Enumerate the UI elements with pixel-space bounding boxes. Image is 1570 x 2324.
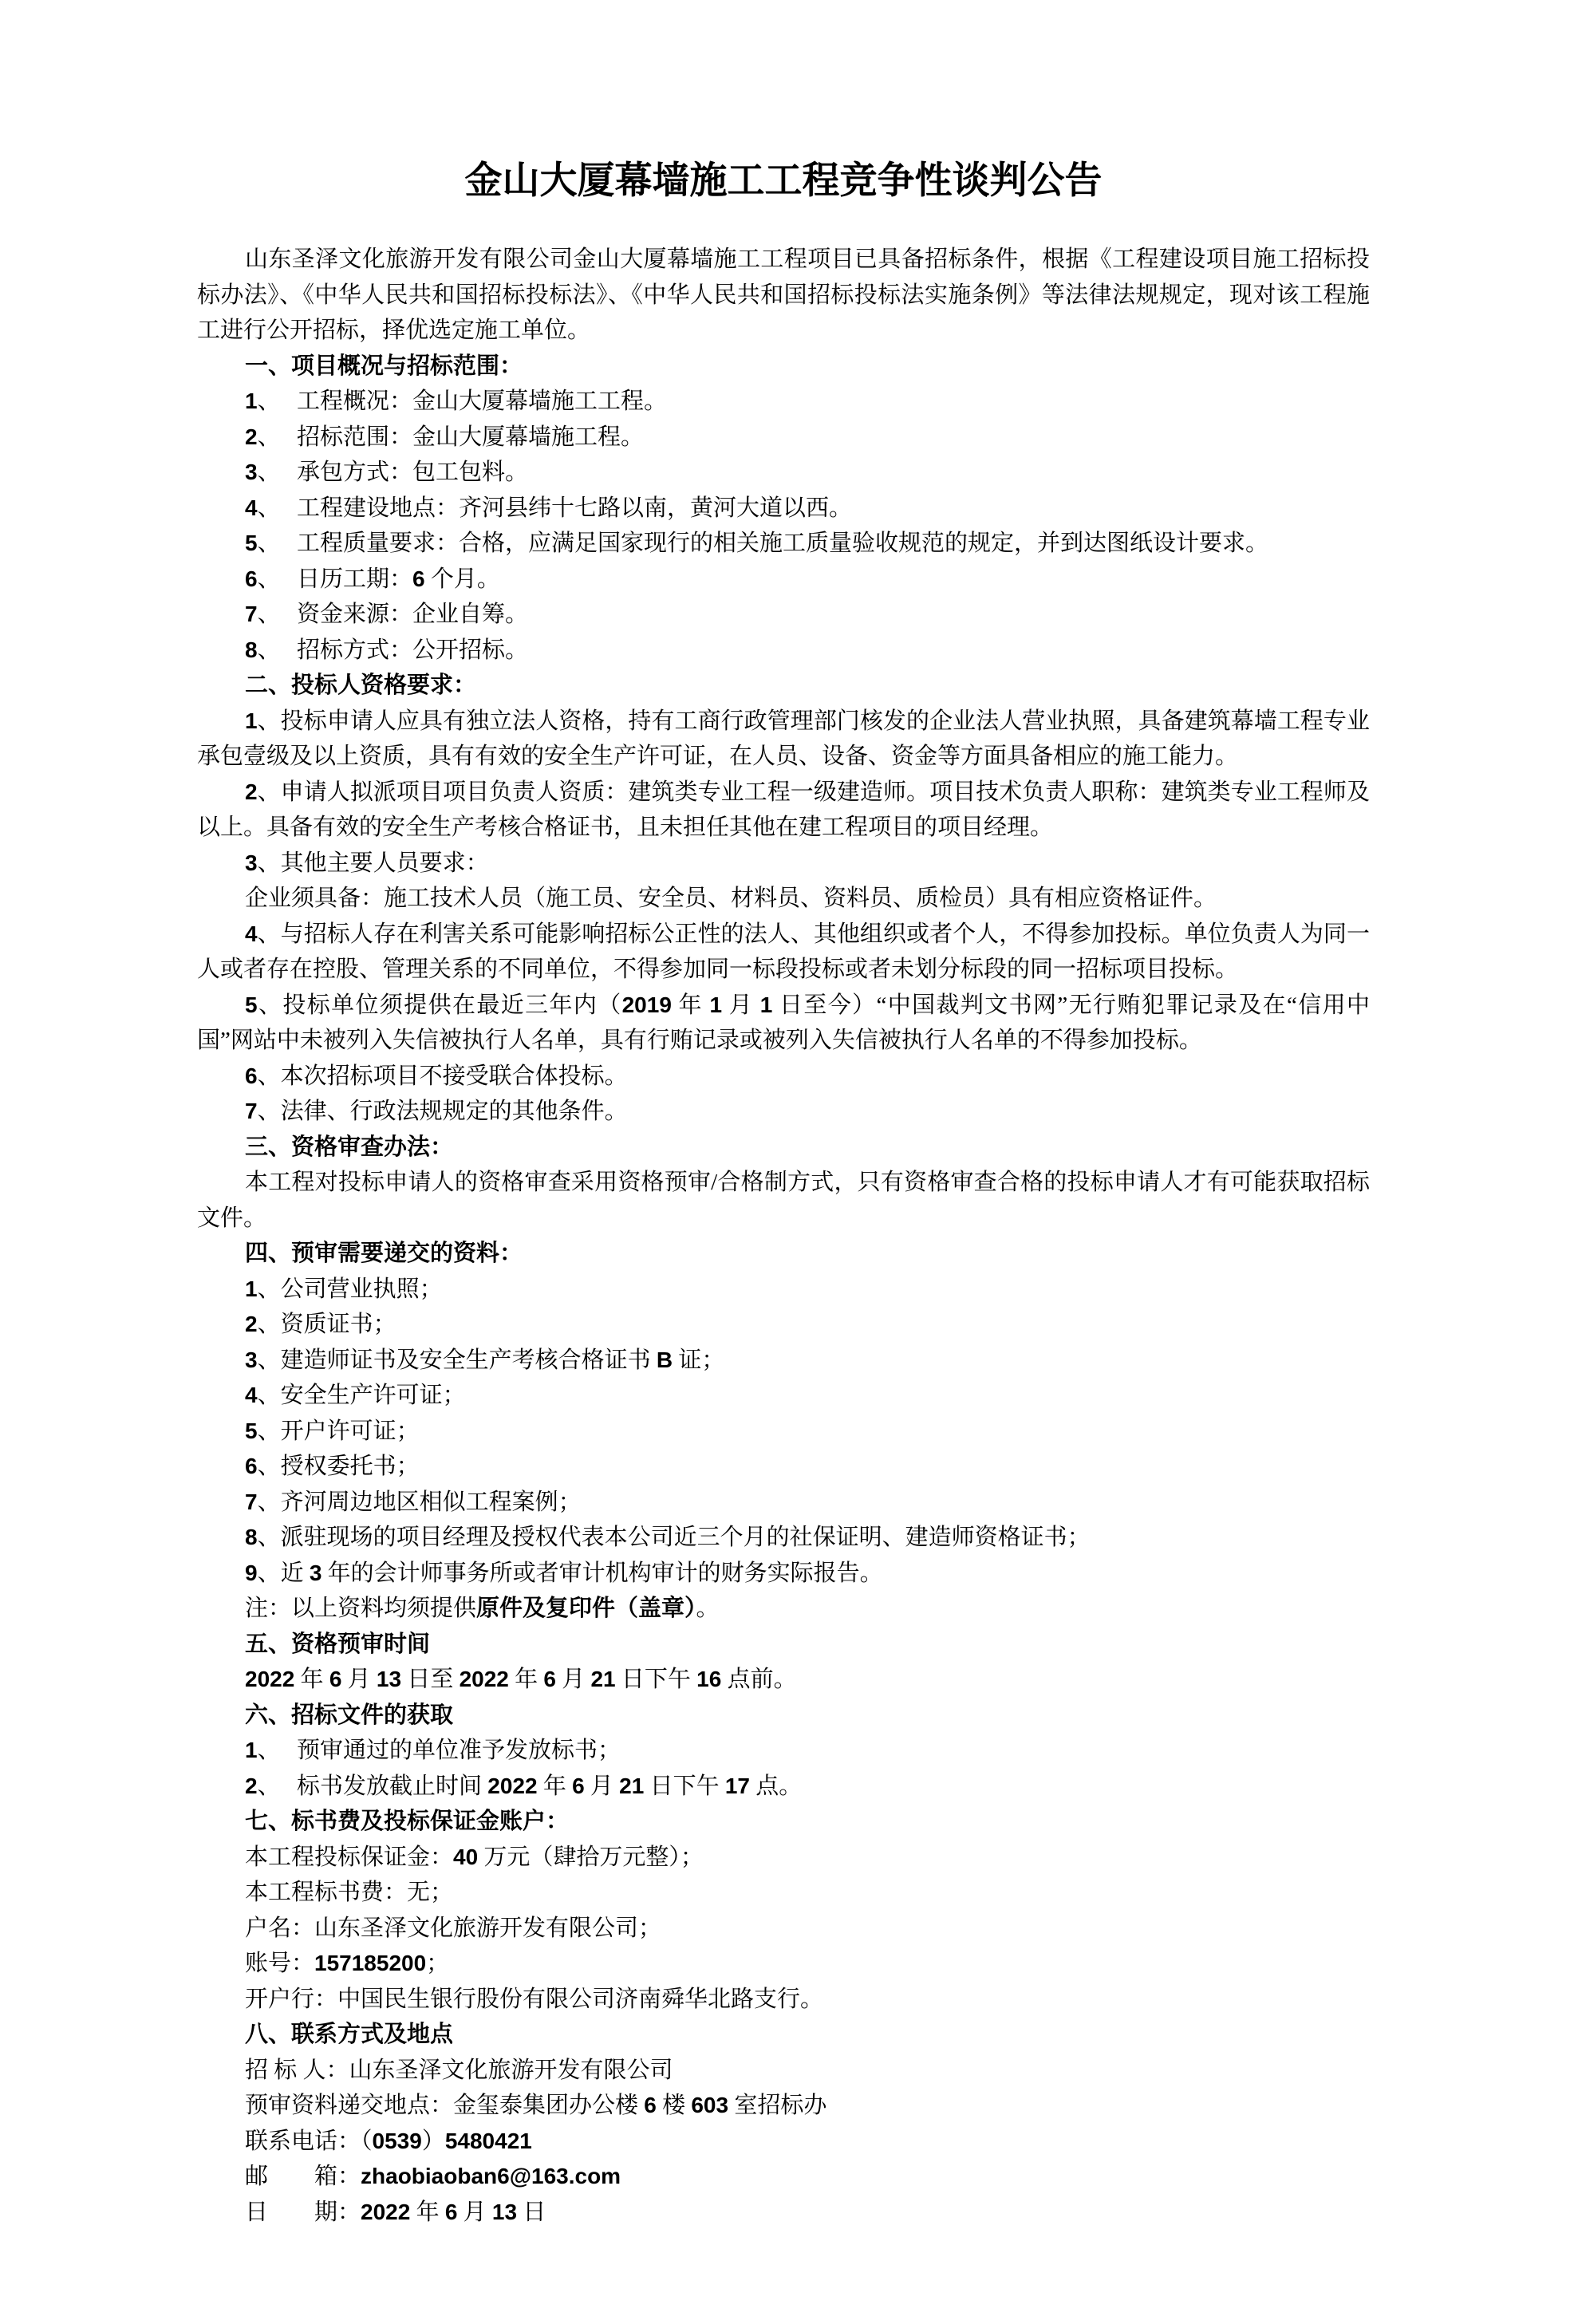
paragraph: 6、本次招标项目不接受联合体投标。	[245, 1063, 628, 1089]
paragraph: 1、投标申请人应具有独立法人资格，持有工商行政管理部门核发的企业法人营业执照，具备建筑幕墙工程专业承包壹级及以上资质，具有有效的安全生产许可证，在人员、设备、资金等方面具备相应的施工能力。	[197, 708, 1370, 769]
note-pre: 注：以上资料均须提供	[245, 1596, 477, 1621]
list-item: 7、齐河周边地区相似工程案例；	[245, 1489, 582, 1515]
paragraph: 3、其他主要人员要求：	[245, 850, 489, 876]
note-post: 。	[696, 1596, 720, 1621]
contact-line: 预审资料递交地点：金玺泰集团办公楼 6 楼 603 室招标办	[245, 2093, 827, 2118]
item-text: 资金来源：企业自筹。	[297, 602, 529, 627]
item-number: 2、	[245, 1773, 281, 1799]
item-text: 承包方式：包工包料。	[297, 460, 529, 485]
paragraph: 企业须具备：施工技术人员（施工员、安全员、材料员、资料员、质检员）具有相应资格证件。	[245, 886, 1217, 911]
contact-line: 邮 箱：zhaobiaoban6@163.com	[245, 2164, 621, 2189]
list-item	[245, 1769, 1370, 1805]
list-item: 8、派驻现场的项目经理及授权代表本公司近三个月的社保证明、建造师资格证书；	[245, 1525, 1091, 1550]
contact-line: 日 期：2022 年 6 月 13 日	[245, 2199, 546, 2225]
item-text: 招标范围：金山大厦幕墙施工程。	[297, 424, 645, 450]
item-number: 1、	[245, 1738, 281, 1763]
list-item	[245, 597, 1370, 633]
section-8-heading: 八、联系方式及地点	[245, 2022, 454, 2047]
list-item	[245, 633, 1370, 669]
item-number: 1、	[245, 389, 281, 414]
detail-line: 本工程标书费：无；	[245, 1880, 454, 1905]
list-item	[245, 384, 1370, 420]
note-bold: 原件及复印件（盖章）	[476, 1596, 696, 1621]
item-number: 2、	[245, 424, 281, 450]
section-4-heading: 四、预审需要递交的资料：	[245, 1241, 523, 1266]
item-number: 8、	[245, 637, 281, 663]
item-text: 工程概况：金山大厦幕墙施工工程。	[297, 389, 668, 414]
item-text: 工程质量要求：合格，应满足国家现行的相关施工质量验收规范的规定，并到达图纸设计要求。	[297, 531, 1269, 556]
detail-line: 本工程投标保证金：40 万元（肆拾万元整）；	[245, 1844, 704, 1870]
list-item	[245, 420, 1370, 456]
document-title: 金山大厦幕墙施工工程竞争性谈判公告	[464, 160, 1103, 202]
section-6-heading: 六、招标文件的获取	[245, 1702, 454, 1728]
item-text: 工程建设地点：齐河县纬十七路以南，黄河大道以西。	[297, 495, 853, 521]
section-7-heading: 七、标书费及投标保证金账户：	[245, 1809, 570, 1834]
list-item: 3、建造师证书及安全生产考核合格证书 B 证；	[245, 1347, 725, 1373]
detail-line: 账号：157185200；	[245, 1951, 450, 1976]
list-item: 6、授权委托书；	[245, 1454, 420, 1479]
list-item	[245, 455, 1370, 491]
paragraph: 4、与招标人存在利害关系可能影响招标公正性的法人、其他组织或者个人，不得参加投标。单位负责人为同一人或者存在控股、管理关系的不同单位，不得参加同一标段投标或者未划分标段的同一招标项目投标。	[197, 921, 1370, 982]
item-number: 6、	[245, 566, 281, 592]
intro-paragraph: 山东圣泽文化旅游开发有限公司金山大厦幕墙施工工程项目已具备招标条件，根据《工程建设项目施工招标投标办法》、《中华人民共和国招标投标法》、《中华人民共和国招标投标法实施条例》等法律法规规定，现对该工程施工进行公开招标，择优选定施工单位。	[197, 247, 1370, 343]
list-item	[245, 526, 1370, 562]
list-item	[245, 562, 1370, 598]
list-item	[245, 1733, 1370, 1769]
list-item	[245, 491, 1370, 527]
paragraph: 7、法律、行政法规规定的其他条件。	[245, 1099, 628, 1124]
item-text: 日历工期：6 个月。	[297, 566, 500, 592]
list-item: 2、资质证书；	[245, 1312, 396, 1337]
paragraph: 本工程对投标申请人的资格审查采用资格预审/合格制方式，只有资格审查合格的投标申请人才有可能获取招标文件。	[197, 1170, 1370, 1231]
item-text: 预审通过的单位准予发放标书；	[297, 1738, 621, 1763]
list-item: 5、开户许可证；	[245, 1418, 420, 1444]
note-line	[245, 1591, 1370, 1627]
detail-line: 户名：山东圣泽文化旅游开发有限公司；	[245, 1915, 662, 1941]
section-1-heading: 一、项目概况与招标范围：	[245, 353, 523, 379]
item-number: 7、	[245, 602, 281, 627]
list-item: 9、近 3 年的会计师事务所或者审计机构审计的财务实际报告。	[245, 1560, 883, 1586]
item-text: 标书发放截止时间 2022 年 6 月 21 日下午 17 点。	[297, 1773, 803, 1799]
item-number: 3、	[245, 460, 281, 485]
contact-line: 联系电话：（0539）5480421	[245, 2128, 532, 2154]
detail-line: 2022 年 6 月 13 日至 2022 年 6 月 21 日下午 16 点前。	[245, 1667, 797, 1692]
section-5-heading: 五、资格预审时间	[245, 1631, 431, 1657]
item-text: 招标方式：公开招标。	[297, 637, 529, 663]
detail-line: 开户行：中国民生银行股份有限公司济南舜华北路支行。	[245, 1986, 824, 2012]
item-number: 4、	[245, 495, 281, 521]
paragraph: 2、申请人拟派项目项目负责人资质：建筑类专业工程一级建造师。项目技术负责人职称：建筑类专业工程师及以上。具备有效的安全生产考核合格证书，且未担任其他在建工程项目的项目经理。	[197, 779, 1370, 840]
section-3-heading: 三、资格审查办法：	[245, 1134, 454, 1160]
contact-line: 招 标 人：山东圣泽文化旅游开发有限公司	[245, 2057, 673, 2083]
paragraph: 5、投标单位须提供在最近三年内（2019 年 1 月 1 日至今）“中国裁判文书网”无行贿犯罪记录及在“信用中国”网站中未被列入失信被执行人名单，具有行贿记录或被列入失信被执行人名单的不得参加投标。	[197, 992, 1370, 1053]
list-item: 4、安全生产许可证；	[245, 1383, 466, 1408]
section-2-heading: 二、投标人资格要求：	[245, 673, 477, 698]
item-number: 5、	[245, 531, 281, 556]
list-item: 1、公司营业执照；	[245, 1276, 443, 1302]
